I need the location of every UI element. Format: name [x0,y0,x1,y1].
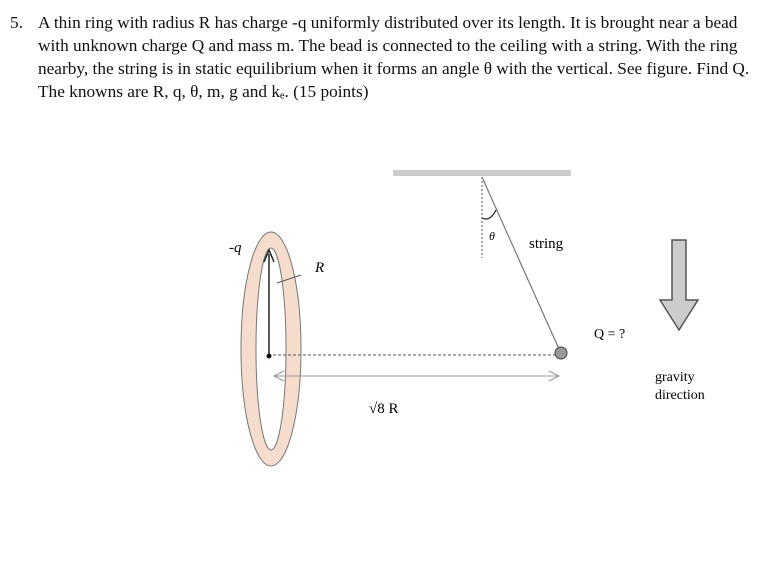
question-number: 5. [10,13,23,32]
string-label: string [529,236,564,252]
gravity-label: gravity [655,370,695,385]
bead [555,347,567,359]
angle-label: θ [489,229,495,243]
distance-label: √8 R [369,401,399,417]
bead-label: Q = ? [594,327,626,342]
gravity-arrow-icon [660,240,698,330]
ring-charge-label: -q [229,240,242,256]
ring-center [267,354,272,359]
angle-arc [482,210,496,219]
string [482,177,559,349]
ceiling [393,170,571,176]
radius-label: R [315,260,325,276]
question-text: A thin ring with radius R has charge -q uniformly distributed over its length. It is brought near a bead with unknown charge Q and mass m. The bead is connected to the ceiling with a string. With the ring nearby, the string is in static equilibrium when it forms an angle θ with the vertical. See figure. Find Q. The knowns are R, q, θ, m, g and kₑ. (15 points) [38,13,750,101]
ring-hole [256,248,286,450]
direction-label: direction [655,388,705,403]
